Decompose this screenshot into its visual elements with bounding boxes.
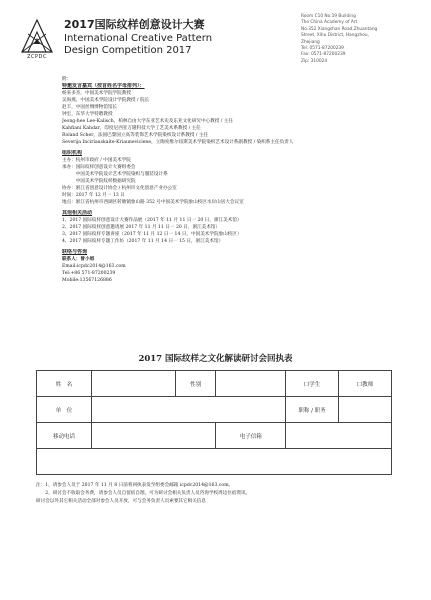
events-heading: 其他相关活动 — [62, 210, 93, 216]
name-label: 姓 名 — [37, 371, 92, 397]
judge-item: 赵丰，中国丝绸博物馆馆长 — [62, 105, 118, 110]
form-title: 2017 国际纹样之文化解读研讨会回执表 — [138, 354, 293, 364]
contact-email: Email:icpdc2014@163.com — [62, 264, 126, 269]
gender-label: 性别 — [176, 371, 216, 397]
address-line: Zhejiang — [301, 39, 320, 45]
mobile-field[interactable] — [92, 423, 216, 449]
email-label: 电子信箱 — [216, 423, 286, 449]
address-line: No.352 Xiangshan Road,Zhuantang — [301, 26, 378, 32]
body-text — [62, 76, 392, 284]
contact-person: 联系人：曾小姐 — [62, 257, 95, 262]
email-field[interactable] — [286, 423, 392, 449]
position-field[interactable] — [339, 397, 392, 423]
teacher-option[interactable]: 口教师 — [339, 371, 392, 397]
position-label: 职称 / 职务 — [286, 397, 339, 423]
title-english — [64, 33, 254, 57]
appendix-label: 附： — [62, 77, 72, 82]
org-item: 主办：杭州市政府 / 中国美术学院 — [62, 158, 131, 163]
title-english-line-2: Design Competition 2017 — [64, 45, 192, 56]
name-field[interactable] — [92, 371, 176, 397]
contact-tel: Tel:+86 571-87200239 — [62, 271, 116, 276]
unit-field[interactable] — [92, 397, 286, 423]
judges-heading: 特邀发言嘉宾（按首姓名字母排列）： — [62, 83, 145, 89]
org-item: 中国美术学院设计艺术学院染织与服装设计系 — [62, 172, 168, 177]
org-item: 协办：浙江省创意设计协会 / 杭州市文化创意产业办公室 — [62, 186, 177, 191]
judge-item: 吴海燕，中国美术学院设计学院教授 / 院长 — [62, 98, 150, 103]
contact-mobile: Mobile:13567126886 — [62, 278, 112, 283]
judge-item: Kahfiani Kahdar，印度尼西亚万隆科技大学工艺美术系教授 / 主任 — [62, 126, 201, 131]
notes-block — [36, 482, 396, 506]
address-line: Street, Xihu District, Hangzhou, — [301, 33, 369, 39]
event-item: 4、2017 国际纹样专题工作坊（2017 年 11 月 14 日一 15 日，浙江美术馆） — [62, 239, 224, 244]
student-option[interactable]: 口学生 — [286, 371, 339, 397]
judge-item: Severija Inciriauskaite-Kriauneviciene，立陶宛维尔纽斯美术学院染织艺术设计系副教授 / 染织系主任负责人 — [62, 140, 294, 145]
event-item: 1、2017 国际纹样创意设计大赛作品展（2017 年 11 月 11 日一 20 日，浙江美术馆） — [62, 218, 242, 223]
contact-heading: 联络与咨询 — [62, 249, 88, 255]
org-item: 时间：2017 年 12 月一 13 日 — [62, 193, 125, 198]
judge-item: Roland Scher，法国巴黎国立高等装饰艺术学院染织设计系教授 / 主任 — [62, 133, 209, 138]
address-line: Zip: 310024 — [301, 58, 328, 64]
note-item: 2、研讨会不收取会务费，请参会人员自留宿自理。可为研讨会相关负责人员咨询学校周边住宿资讯。 — [36, 491, 251, 496]
organization-heading: 组织机构 — [62, 150, 83, 156]
note-item: 注：1、请参会人员于 2017 年 11 月 8 日前将回执表发至组委会邮箱 icpdc2014@163.com。 — [36, 483, 234, 488]
address-line: Tel: 0571-87200239 — [301, 46, 344, 52]
org-item: 中国美术学院纹样数据研究院 — [62, 179, 136, 184]
address-line: Room C10 No.19 Building — [301, 14, 356, 19]
competition-logo — [18, 14, 56, 64]
blank-row[interactable] — [37, 449, 392, 475]
mobile-label: 移动电话 — [37, 423, 92, 449]
title-english-line-1: International Creative Pattern — [64, 33, 213, 44]
judge-item: 钟宏，东华大学特聘教授 — [62, 112, 113, 117]
reply-form-table — [36, 370, 392, 475]
judge-item: Jeong-hee Lee-Kalisch，柏林自由大学东亚艺术史及东亚文化研究中心教授 / 主任 — [62, 119, 233, 124]
title-chinese: 2017国际纹样创意设计大赛 — [64, 18, 205, 31]
unit-label: 单 位 — [37, 397, 92, 423]
address-line: Fax: 0571-87200239 — [301, 52, 346, 58]
org-item: 地点：浙江省杭州市西湖区转塘镇象山路 352 号中国美术学院象山校区水岸山居大会议室 — [62, 200, 244, 205]
org-item: 承办：国际纹样创意设计大赛组委会 — [62, 165, 136, 170]
event-item: 2、2017 国际纹样创意邀请展 2017 年 11 月 11 日一 20 日，浙江美术馆） — [62, 225, 221, 230]
event-item: 3、2017 国际纹样专题讲座（2017 年 11 月 12 日一 14 日，中国美术学院象山校区） — [62, 232, 242, 237]
gender-field[interactable] — [216, 371, 286, 397]
note-item: 研讨会以外其它相关活动全部对参会人员开放，可与会务负责人员索要其它相关信息 — [36, 499, 206, 504]
address-block — [301, 14, 419, 65]
letterhead — [18, 14, 414, 66]
judge-item: 杨來多杰，中国美术学院学院教授 — [62, 91, 131, 96]
logo-text: ZCPDC — [27, 54, 47, 60]
address-line: The China Academy of Art — [301, 20, 358, 26]
